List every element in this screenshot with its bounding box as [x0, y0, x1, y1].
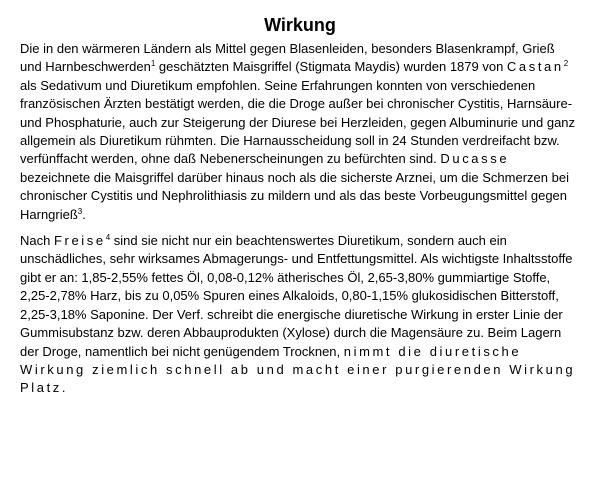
author-freise: Freise: [53, 233, 106, 249]
paragraph-1-text-2: geschätzten Maisgriffel (Stigmata Maydis) wurden 1879 von: [155, 59, 507, 75]
author-ducasse: Ducasse: [440, 151, 510, 167]
paragraph-1: [20, 40, 580, 224]
paragraph-1-text-5: .: [82, 206, 86, 222]
footnote-3: 3: [77, 206, 83, 216]
paragraph-1-text-1: Die in den wärmeren Ländern als Mittel gegen Blasenleiden, besonders Blasenkrampf, Grieß und Harnbeschwerden: [20, 41, 555, 75]
paragraph-1-text-3: als Sedativum und Diuretikum empfohlen. Seine Erfahrungen konnten von verschiedenen französischen Ärzten bestätigt werden, die die Droge außer bei chronischer Cystitis, Harnsäure- und Phosphaturie, auch zur Steigerung der Diurese bei Herzleiden, gegen Albuminurie und ganz allgemein als Diuretikum rühmten. Die Harnausscheidung soll in 24 Stunden verdreifacht bzw. verfünffacht werden, ohne daß Nebenerscheinungen zu befürchten sind.: [20, 77, 576, 167]
footnote-4: 4: [105, 233, 111, 243]
author-castan: Castan: [506, 59, 564, 75]
paragraph-2: [20, 232, 580, 398]
footnote-2: 2: [563, 59, 569, 69]
section-title: Wirkung: [264, 15, 336, 35]
footnote-1: 1: [150, 59, 156, 69]
paragraph-1-text-4: bezeichnete die Maisgriffel darüber hinaus noch als die sicherste Arznei, um die Schmerzen bei chronischer Cystitis und Nephrolithiasis zu mildern und als das beste Vorbeugungsmittel gegen Harngrieß: [20, 169, 569, 222]
emphasized-text: nimmt die diuretische Wirkung ziemlich schnell ab und macht einer purgierenden Wirkung Platz.: [20, 343, 576, 396]
document-page: [20, 0, 580, 398]
paragraph-2-text-2: sind sie nicht nur ein beachtenswertes Diuretikum, sondern auch ein unschädliches, sehr wirksames Abmagerungs- und Entfettungsmittel. Als wichtigste Inhaltsstoffe gibt er an: 1,85-2,55% fettes Öl, 0,08-0,12% ätherisches Öl, 2,65-3,80% gummiartige Stoffe, 2,25-2,78% Harz, bis zu 0,05% Spuren eines Alkaloids, 0,80-1,15% glukosidischen Bitterstoff, 2,25-3,18% Saponine. Der Verf. schreibt die energische diuretische Wirkung in erster Linie der Gummisubstanz bzw. deren Abbauprodukten (Xylose) durch die Magensäure zu. Beim Lagern der Droge, namentlich bei nicht genügendem Trocknen,: [20, 233, 573, 359]
paragraph-2-text-1: Nach: [20, 233, 54, 249]
